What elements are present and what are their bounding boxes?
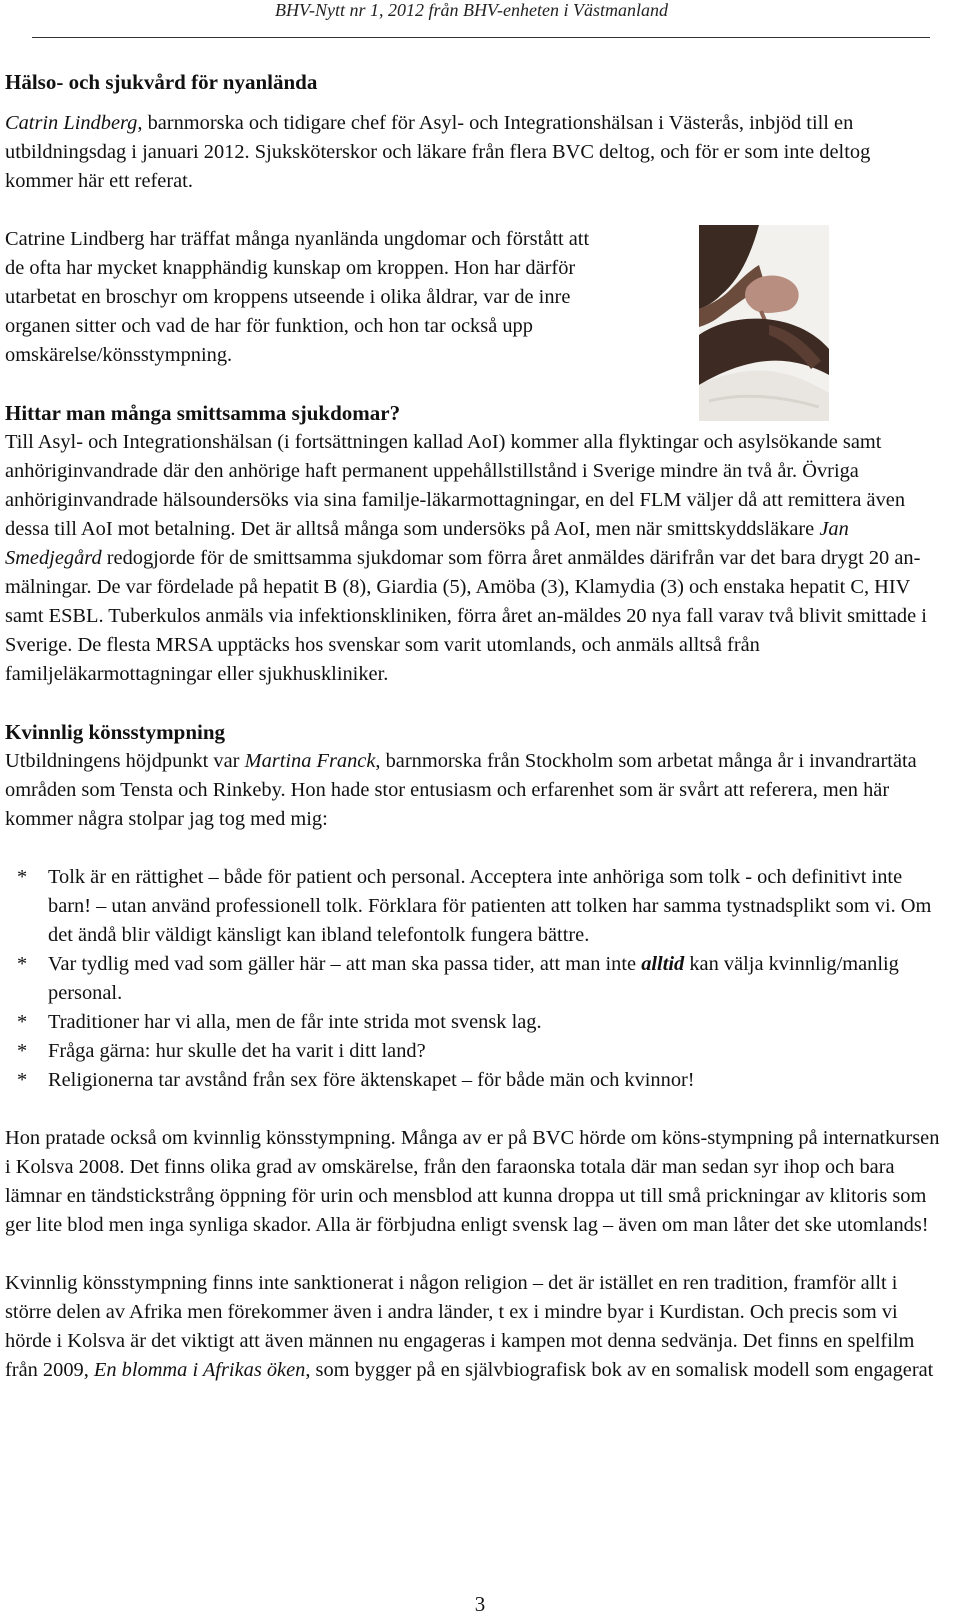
intro-text: barnmorska och tidigare chef för Asyl- och Integrationshälsan i Västerås, inbjöd till en utbildningsdag i januari 2012. Sjuksköterskor och läkare från flera BVC deltog, och för er som inte deltog kommer här ett referat. (5, 112, 871, 192)
bullet-marker: * (17, 953, 28, 975)
paragraph-infections (5, 428, 940, 689)
intro-author: Catrin Lindberg, (5, 112, 143, 134)
tradition-text-a: Kvinnlig könsstympning finns inte sanktionerat i någon religion – det är istället en ren tradition, framför allt i större delen av Afrika men förekommer även i andra länder, t ex i mindre byar i Kurdistan. Och precis som vi hörde i Kolsva är det viktigt att även männen nu engageras i kampen mot denna sedvänja. Det finns en spelfilm från 2009, (5, 1272, 915, 1381)
list-item (5, 863, 940, 950)
key-points-list (5, 863, 940, 1095)
bullet-marker: * (17, 1011, 28, 1033)
baby-hand-illustration (699, 225, 829, 421)
running-header (0, 0, 938, 38)
running-title: BHV-Nytt nr 1, 2012 från BHV-enheten i Västmanland (275, 0, 668, 20)
baby-hand-photo (699, 225, 829, 421)
list-item (5, 1037, 940, 1066)
intro-paragraph (5, 109, 940, 196)
paragraph-fgm-tradition (5, 1269, 940, 1385)
highlight-text-a: Utbildningens höjdpunkt var (5, 750, 245, 772)
list-item-emphasis: alltid (641, 953, 685, 975)
list-item-text: Traditioner har vi alla, men de får inte strida mot svensk lag. (48, 1011, 542, 1033)
infections-text-a: Till Asyl- och Integrationshälsan (i fortsättningen kallad AoI) kommer alla flyktingar och asylsökande samt anhöriginvandrade där den anhörige haft permanent uppehållstillstånd i Sverige mindre än två år. Övriga anhöriginvandrade hälsoundersöks via sina familje-läkarmottagningar, en del FLM väljer då att remittera även dessa till AoI mot betalning. Det är alltså många som undersöks på AoI, men när smittskyddsläkare (5, 431, 906, 540)
list-item-text: Fråga gärna: hur skulle det ha varit i ditt land? (48, 1040, 426, 1062)
list-item (5, 950, 940, 1008)
highlight-speaker-name: Martina Franck (244, 750, 376, 772)
bullet-marker: * (17, 1040, 28, 1062)
section-heading-infections: Hittar man många smittsamma sjukdomar? (5, 401, 401, 425)
list-item (5, 1008, 940, 1037)
infections-doctor-name: Jan Smedjegård (5, 518, 849, 569)
bullet-marker: * (17, 866, 28, 888)
intro-with-photo (5, 225, 940, 370)
film-title: En blomma i Afrikas öken (93, 1359, 306, 1381)
tradition-text-b: , som bygger på en självbiografisk bok av en somalisk modell som engagerat (305, 1359, 934, 1381)
section-heading-fgm: Kvinnlig könsstympning (5, 720, 226, 744)
bullet-marker: * (17, 1069, 28, 1091)
list-item-text-a: Var tydlig med vad som gäller här – att man ska passa tider, att man inte (48, 953, 642, 975)
paragraph-fgm-types: Hon pratade också om kvinnlig könsstympning. Många av er på BVC hörde om köns-stympning på internatkursen i Kolsva 2008. Det finns olika grad av omskärelse, från den faraonska totala där man sedan syr ihop och bara lämnar en tändstickstrång öppning för urin och mensblod att kunna droppa ut till små prickningar av klitoris som ger lite blod men inga synliga skador. Alla är förbjudna enligt svensk lag – även om man låter det ske utomlands! (5, 1127, 940, 1236)
list-item (5, 1066, 940, 1095)
article (5, 68, 940, 1385)
list-item-text: Tolk är en rättighet – både för patient och personal. Acceptera inte anhöriga som tolk - och definitivt inte barn! – utan använd professionell tolk. Förklara för patienten att tolken har samma tystnadsplikt som vi. Om det ändå blir väldigt känsligt kan ibland telefontolk fungera bättre. (48, 866, 932, 946)
header-rule (32, 37, 930, 38)
paragraph-brochure: Catrine Lindberg har träffat många nyanlända ungdomar och förstått att de ofta har mycket knapphändig kunskap om kroppen. Hon har därför utarbetat en broschyr om kroppens utseende i olika åldrar, var de inre organen sitter och vad de har för funktion, och hon tar också upp omskärelse/könsstympning. (5, 228, 590, 366)
list-item-text: Religionerna tar avstånd från sex före äktenskapet – för både män och kvinnor! (48, 1069, 695, 1091)
page-number: 3 (474, 1592, 486, 1616)
list-item-text-b: kan välja kvinnlig/manlig personal. (48, 953, 899, 1004)
infections-text-b: redogjorde för de smittsamma sjukdomar som förra året anmäldes därifrån var det bara drygt 20 an-mälningar. De var fördelade på hepatit B (8), Giardia (5), Amöba (3), Klamydia (3) och enstaka hepatit C, HIV samt ESBL. Tuberkulos anmäls via infektionskliniken, förra året an-mäldes 20 nya fall varav två blivit smittade i Sverige. De flesta MRSA upptäcks hos svenskar som varit utomlands, och anmäls alltså från familjeläkarmottagningar eller sjukhuskliniker. (5, 547, 927, 685)
highlight-text-b: , barnmorska från Stockholm som arbetat många år i invandrartäta områden som Tensta och Rinkeby. Hon hade stor entusiasm och erfarenhet som är svårt att referera, men här kommer några stolpar jag tog med mig: (5, 750, 917, 830)
article-title: Hälso- och sjukvård för nyanlända (5, 70, 318, 94)
paragraph-highlight (5, 747, 940, 834)
